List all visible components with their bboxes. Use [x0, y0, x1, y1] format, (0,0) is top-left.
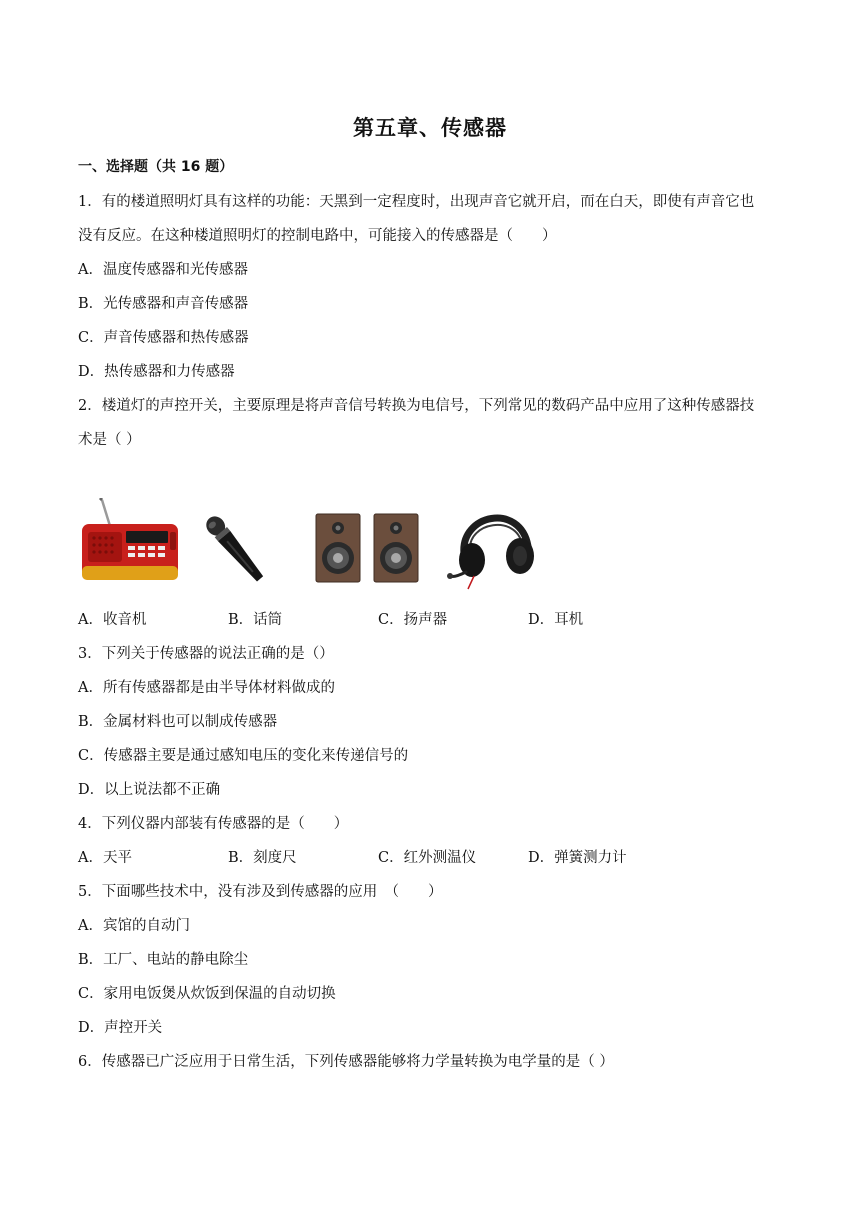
section-heading: 一、选择题（共 16 题）: [78, 159, 234, 175]
speakers-image: [314, 512, 424, 584]
q1-option-c: C．声音传感器和热传感器: [78, 330, 249, 346]
q5-option-c: C．家用电饭煲从炊饭到保温的自动切换: [78, 986, 336, 1002]
q2-option-d: D．耳机: [528, 612, 584, 628]
q6-stem: 6．传感器已广泛应用于日常生活，下列传感器能够将力学量转换为电学量的是（ ）: [78, 1054, 614, 1070]
q3-stem: 3．下列关于传感器的说法正确的是（）: [78, 646, 334, 662]
q1-option-b: B．光传感器和声音传感器: [78, 296, 249, 312]
q2-stem-line2: 术是（ ）: [78, 432, 141, 448]
q4-option-c: C．红外测温仪: [378, 850, 477, 866]
q3-option-d: D．以上说法都不正确: [78, 782, 221, 798]
chapter-title: 第五章、传感器: [353, 116, 507, 140]
q4-option-b: B．刻度尺: [228, 850, 297, 866]
q3-option-c: C．传感器主要是通过感知电压的变化来传递信号的: [78, 748, 409, 764]
q1-stem-line2: 没有反应。在这种楼道照明灯的控制电路中，可能接入的传感器是（ ）: [78, 228, 557, 244]
q4-stem: 4．下列仪器内部装有传感器的是（ ）: [78, 816, 349, 832]
q2-option-a: A．收音机: [78, 612, 147, 628]
q2-option-b: B．话筒: [228, 612, 283, 628]
q1-option-d: D．热传感器和力传感器: [78, 364, 235, 380]
q5-option-d: D．声控开关: [78, 1020, 163, 1036]
headphones-image: [446, 496, 542, 590]
q1-stem-line1: 1．有的楼道照明灯具有这样的功能：天黑到一定程度时，出现声音它就开启，而在白天，即使有声音它也: [78, 194, 755, 210]
q4-option-d: D．弹簧测力计: [528, 850, 627, 866]
q5-option-b: B．工厂、电站的静电除尘: [78, 952, 249, 968]
q1-option-a: A．温度传感器和光传感器: [78, 262, 248, 278]
microphone-image: [200, 508, 270, 590]
q4-option-a: A．天平: [78, 850, 132, 866]
q2-option-c: C．扬声器: [378, 612, 448, 628]
q3-option-b: B．金属材料也可以制成传感器: [78, 714, 278, 730]
q2-stem-line1: 2．楼道灯的声控开关，主要原理是将声音信号转换为电信号，下列常见的数码产品中应用了这种传感器技: [78, 398, 755, 414]
q5-option-a: A．宾馆的自动门: [78, 918, 190, 934]
radio-image: [80, 498, 180, 586]
q5-stem: 5．下面哪些技术中，没有涉及到传感器的应用 （ ）: [78, 884, 443, 900]
q2-images: [78, 492, 558, 592]
q3-option-a: A．所有传感器都是由半导体材料做成的: [78, 680, 335, 696]
